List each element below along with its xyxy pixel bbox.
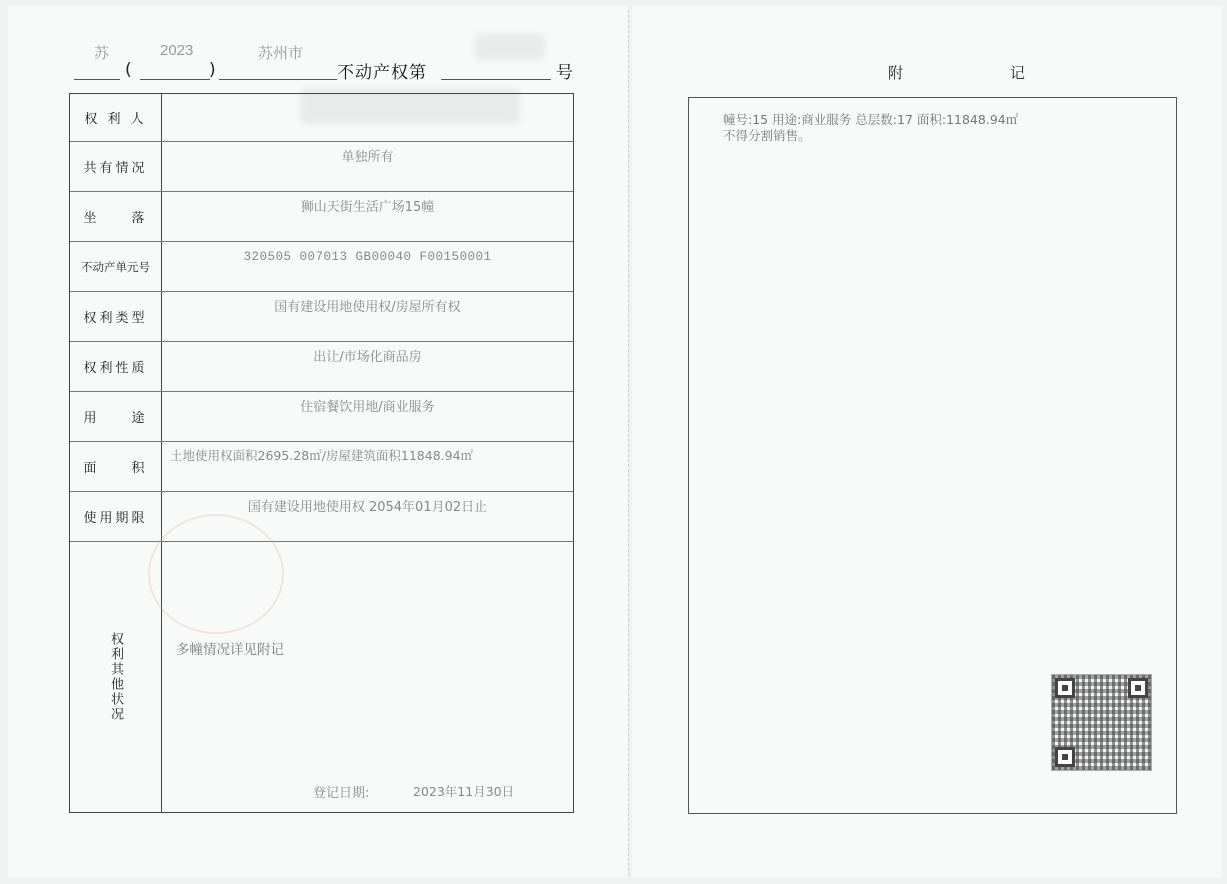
value-unit-number: 320505 007013 GB00040 F00150001 <box>243 250 492 264</box>
header-underline-number <box>441 79 551 80</box>
label-usage: 用 途 <box>70 392 162 441</box>
label-location: 坐 落 <box>70 192 162 241</box>
qr-finder-icon <box>1055 678 1075 698</box>
annex-title: 附 记 <box>888 64 1072 82</box>
row-owner <box>70 94 573 142</box>
header-open-paren: ( <box>125 60 132 80</box>
header-underline-city <box>219 79 337 80</box>
value-right-nature: 出让/市场化商品房 <box>313 350 422 365</box>
value-area: 土地使用权面积2695.28㎡/房屋建筑面积11848.94㎡ <box>170 448 474 463</box>
qr-finder-icon <box>1128 678 1148 698</box>
header-underline-year <box>140 79 210 80</box>
header-city: 苏州市 <box>258 45 304 62</box>
label-term: 使用期限 <box>70 492 162 541</box>
value-usage: 住宿餐饮用地/商业服务 <box>300 400 435 415</box>
row-area <box>70 442 573 492</box>
page-fold <box>628 10 629 876</box>
value-right-type: 国有建设用地使用权/房屋所有权 <box>274 300 461 315</box>
annex-box <box>688 97 1177 814</box>
redacted-number <box>475 34 545 60</box>
header-province: 苏 <box>94 45 110 62</box>
label-owner: 权 利 人 <box>70 94 162 141</box>
qr-code-icon <box>1051 674 1152 771</box>
label-co-ownership: 共有情况 <box>70 142 162 191</box>
row-right-type <box>70 292 573 342</box>
row-term <box>70 492 573 542</box>
header-number-suffix: 号 <box>556 63 573 83</box>
value-location: 狮山天街生活广场15幢 <box>300 200 435 215</box>
header-close-paren: ) <box>209 60 216 80</box>
label-unit-number: 不动产单元号 <box>70 242 162 291</box>
row-location <box>70 192 573 242</box>
registration-date-label: 登记日期: <box>313 786 370 801</box>
label-right-nature: 权利性质 <box>70 342 162 391</box>
row-right-nature <box>70 342 573 392</box>
annex-line: 不得分割销售。 <box>723 128 811 143</box>
label-other-status: 权利其他状况 <box>70 542 162 812</box>
annex-text <box>723 112 1018 144</box>
value-term: 国有建设用地使用权 2054年01月02日止 <box>247 500 488 515</box>
row-other-status <box>70 542 573 812</box>
property-table <box>69 93 574 813</box>
registration-date: 2023年11月30日 <box>413 784 515 799</box>
label-right-type: 权利类型 <box>70 292 162 341</box>
qr-finder-icon <box>1055 747 1075 767</box>
value-other-status: 多幢情况详见附记 <box>176 642 284 658</box>
row-unit-number <box>70 242 573 292</box>
header-year: 2023 <box>160 42 194 59</box>
annex-line: 幢号:15 用途:商业服务 总层数:17 面积:11848.94㎡ <box>723 112 1019 127</box>
value-co-ownership: 单独所有 <box>341 150 394 165</box>
header-underline-province <box>74 79 120 80</box>
label-area: 面 积 <box>70 442 162 491</box>
faint-seal <box>148 514 284 634</box>
row-usage <box>70 392 573 442</box>
certificate-title: 不动产权第 <box>337 63 427 83</box>
row-co-ownership <box>70 142 573 192</box>
